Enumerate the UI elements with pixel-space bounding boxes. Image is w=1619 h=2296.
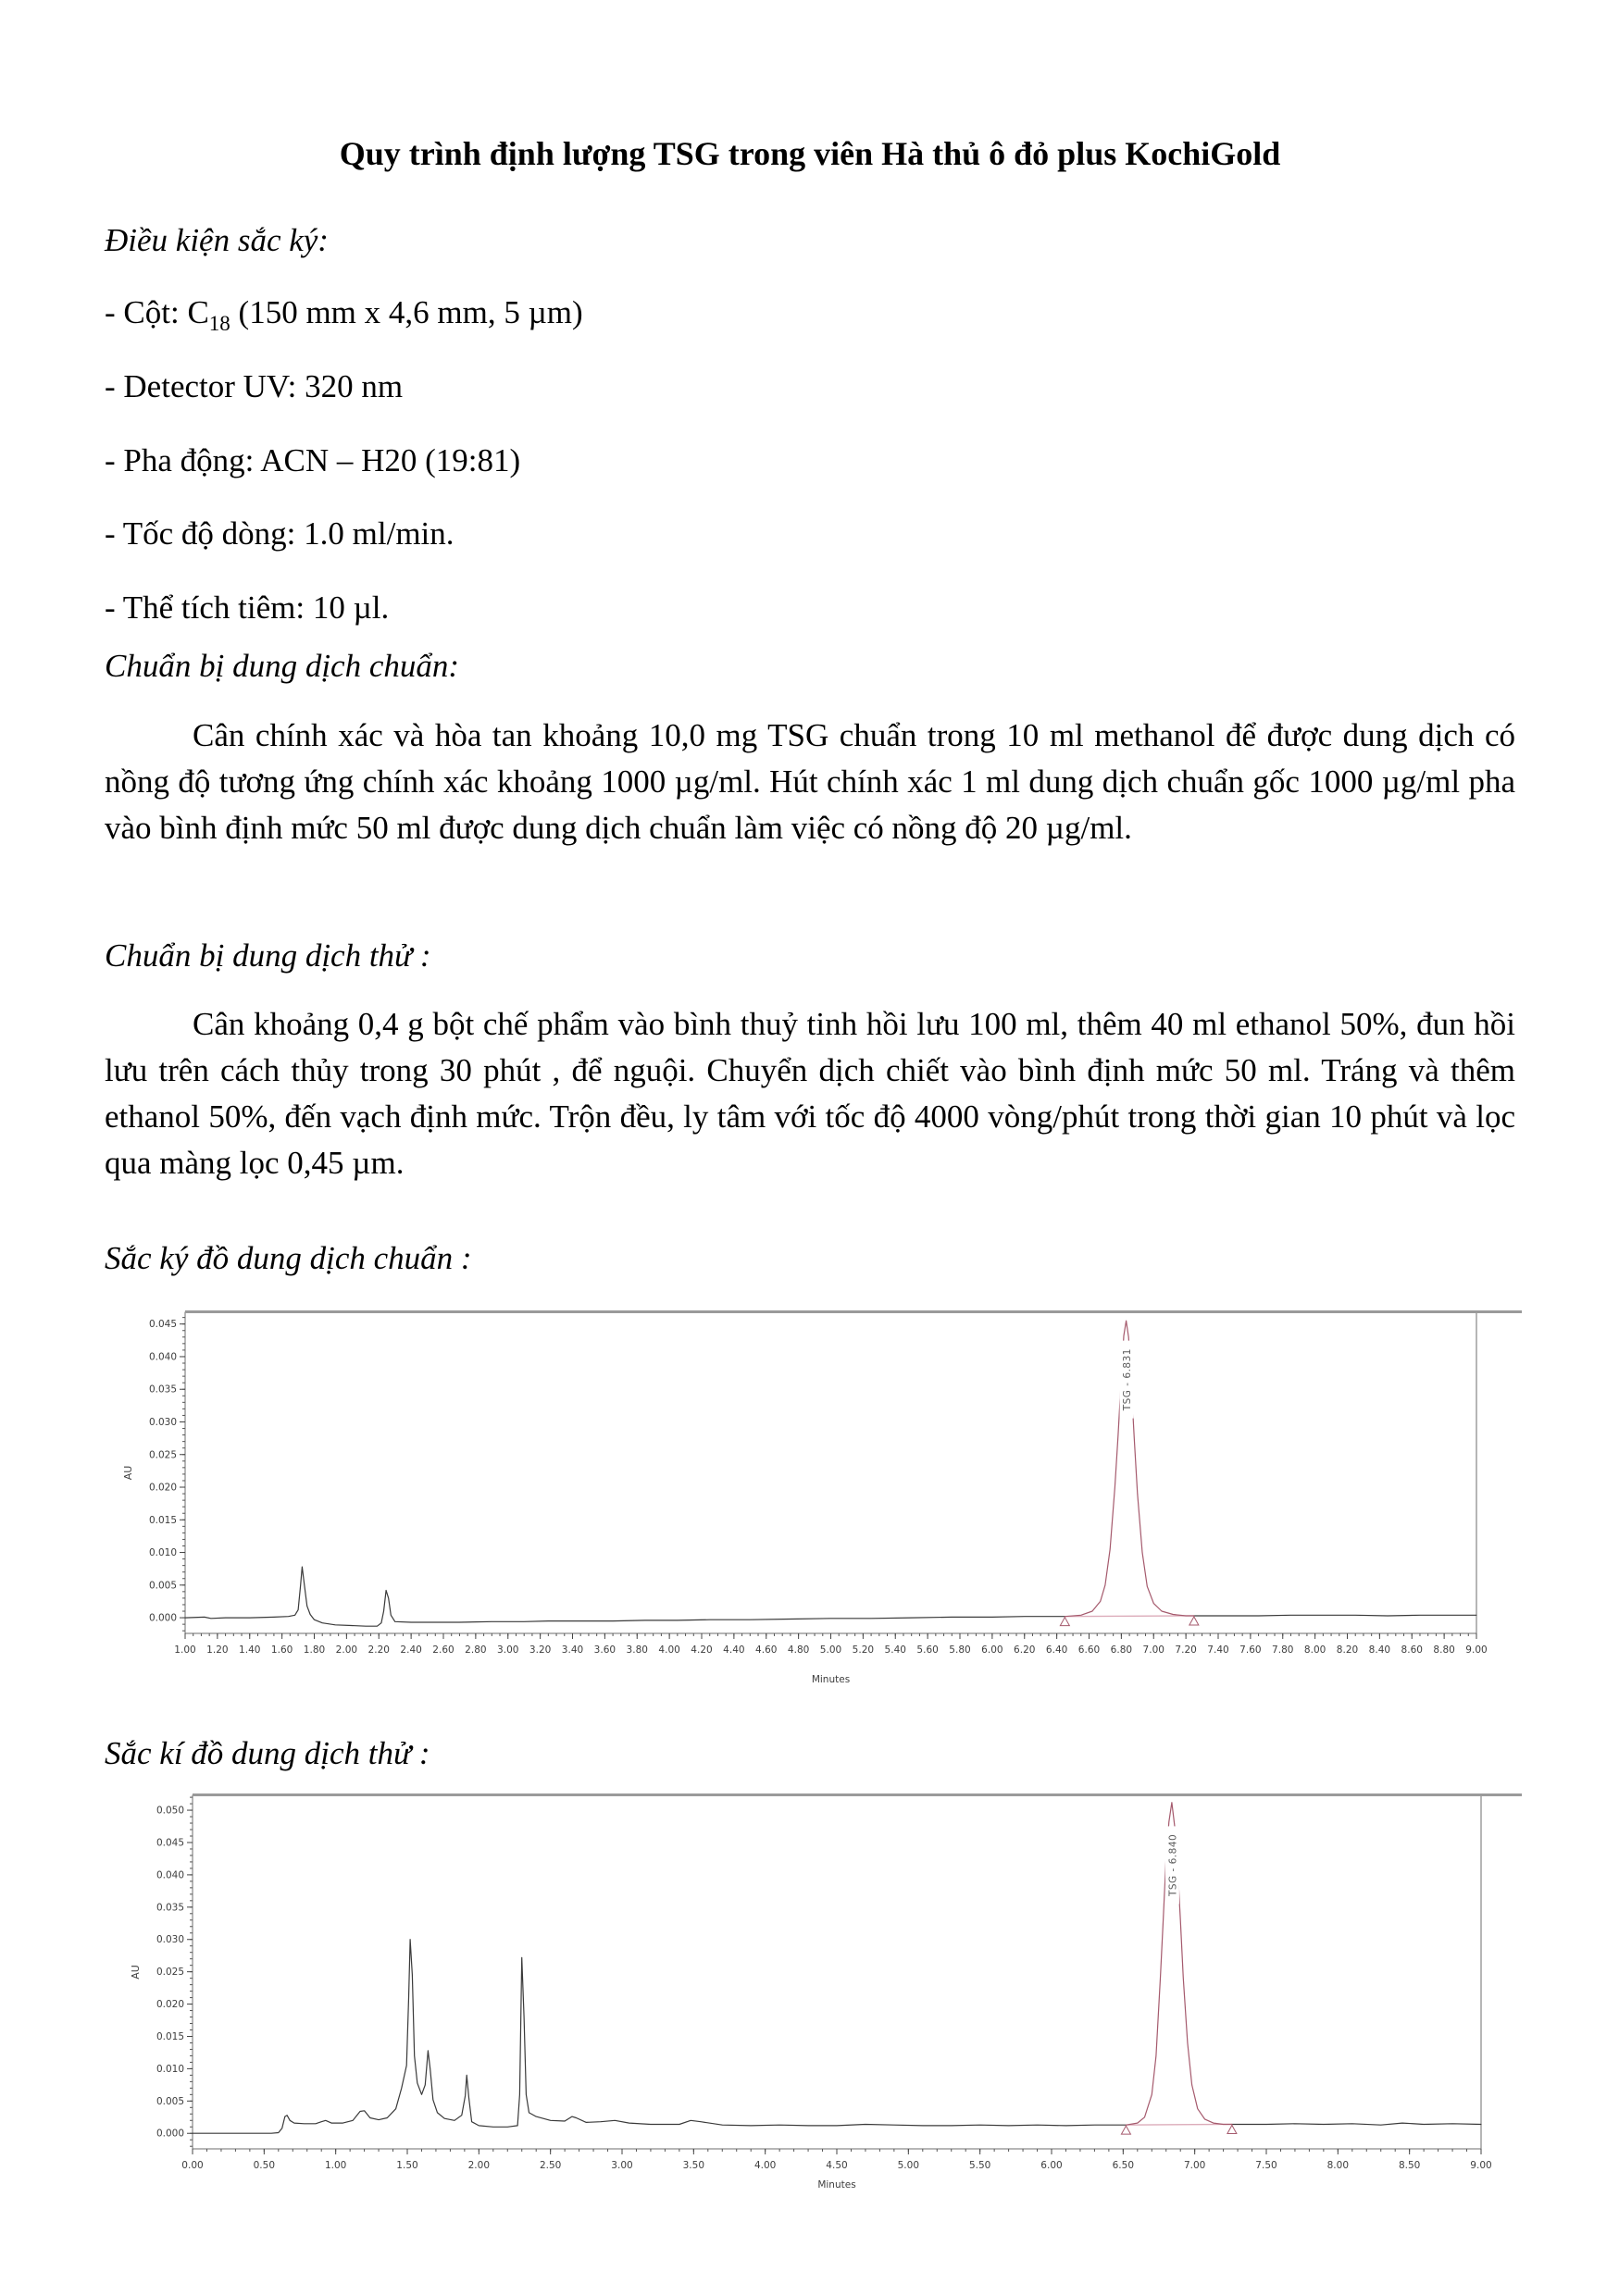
standard-solution-heading: Chuẩn bị dung dịch chuẩn: [105,648,460,684]
test-solution-heading: Chuẩn bị dung dịch thử : [105,937,431,974]
svg-text:3.50: 3.50 [682,2160,705,2171]
document-title: Quy trình định lượng TSG trong viên Hà thủ ô đỏ plus KochiGold [339,135,1281,172]
svg-text:TSG - 6.840: TSG - 6.840 [1167,1833,1179,1897]
svg-text:5.20: 5.20 [852,1644,875,1656]
svg-text:2.50: 2.50 [539,2160,562,2171]
condition-item-injection-volume [105,590,389,627]
svg-text:0.010: 0.010 [148,1547,177,1559]
chromatogram-standard-chart [105,1308,1526,1685]
svg-text:0.045: 0.045 [148,1319,177,1331]
svg-text:4.00: 4.00 [753,2160,777,2171]
svg-text:1.40: 1.40 [239,1644,261,1656]
svg-text:2.00: 2.00 [467,2160,491,2171]
svg-text:1.00: 1.00 [174,1644,196,1656]
svg-text:5.00: 5.00 [897,2160,920,2171]
condition-item-column [105,294,583,336]
condition-text: - Detector UV: 320 nm [105,368,404,404]
svg-text:0.050: 0.050 [156,1805,184,1817]
condition-text: - Cột: C [105,294,209,330]
svg-text:6.60: 6.60 [1077,1644,1101,1656]
svg-text:0.040: 0.040 [156,1869,184,1881]
svg-text:2.40: 2.40 [400,1644,422,1656]
svg-text:0.000: 0.000 [156,2128,184,2140]
svg-text:9.00: 9.00 [1465,1644,1488,1656]
svg-text:7.80: 7.80 [1272,1644,1294,1656]
svg-text:0.020: 0.020 [148,1482,177,1494]
svg-text:AU: AU [130,1965,142,1980]
svg-text:6.20: 6.20 [1014,1644,1036,1656]
svg-text:7.50: 7.50 [1255,2160,1277,2171]
condition-text: - Thể tích tiêm: 10 µl. [105,590,390,626]
svg-text:0.035: 0.035 [148,1384,177,1396]
svg-text:5.00: 5.00 [819,1644,842,1656]
chromatogram-standard-heading: Sắc ký đồ dung dịch chuẩn : [105,1240,472,1276]
svg-text:TSG - 6.831: TSG - 6.831 [1122,1348,1134,1411]
svg-text:4.00: 4.00 [658,1644,680,1656]
svg-text:0.030: 0.030 [148,1416,177,1428]
svg-text:7.00: 7.00 [1183,2160,1206,2171]
svg-text:4.60: 4.60 [755,1644,778,1656]
svg-text:0.030: 0.030 [156,1934,184,1946]
conditions-heading: Điều kiện sắc ký: [105,222,329,258]
svg-text:3.80: 3.80 [626,1644,648,1656]
condition-item-mobile-phase [105,442,520,479]
svg-text:0.040: 0.040 [148,1351,177,1363]
standard-solution-paragraph: Cân chính xác và hòa tan khoảng 10,0 mg TSG chuẩn trong 10 ml methanol để được dung dịch có nồng độ tương ứng chính xác khoảng 1000 µg/ml. Hút chính xác 1 ml dung dịch chuẩn gốc 1000 µg/ml pha vào bình định mức 50 ml được dung dịch chuẩn làm việc có nồng độ 20 µg/ml. [105,717,1515,846]
svg-text:8.50: 8.50 [1398,2160,1421,2171]
svg-text:2.80: 2.80 [465,1644,487,1656]
svg-text:0.045: 0.045 [156,1837,184,1849]
svg-text:8.60: 8.60 [1401,1644,1423,1656]
svg-text:5.50: 5.50 [968,2160,991,2171]
svg-text:7.60: 7.60 [1239,1644,1262,1656]
condition-text: - Tốc độ dòng: 1.0 ml/min. [105,515,455,552]
svg-text:5.60: 5.60 [916,1644,939,1656]
condition-text: - Pha động: ACN – H20 (19:81) [105,442,521,478]
svg-text:8.80: 8.80 [1433,1644,1455,1656]
svg-text:0.000: 0.000 [148,1612,177,1624]
svg-text:2.20: 2.20 [367,1644,390,1656]
svg-text:7.20: 7.20 [1175,1644,1197,1656]
svg-text:0.010: 0.010 [156,2063,184,2075]
svg-text:AU: AU [122,1465,134,1481]
svg-text:1.20: 1.20 [206,1644,229,1656]
svg-text:8.00: 8.00 [1326,2160,1350,2171]
svg-text:2.60: 2.60 [432,1644,455,1656]
svg-text:6.00: 6.00 [1040,2160,1063,2171]
condition-item-detector [105,368,403,405]
svg-text:2.00: 2.00 [335,1644,358,1656]
svg-text:4.20: 4.20 [691,1644,713,1656]
svg-text:8.20: 8.20 [1336,1644,1359,1656]
svg-text:6.00: 6.00 [981,1644,1003,1656]
svg-text:0.015: 0.015 [148,1514,177,1526]
svg-text:5.40: 5.40 [884,1644,906,1656]
svg-text:5.80: 5.80 [949,1644,971,1656]
svg-text:0.020: 0.020 [156,1999,184,2011]
condition-item-flow-rate [105,515,455,552]
svg-text:9.00: 9.00 [1470,2160,1492,2171]
svg-text:3.20: 3.20 [529,1644,552,1656]
svg-text:7.40: 7.40 [1207,1644,1229,1656]
svg-text:0.025: 0.025 [156,1967,184,1979]
condition-text: (150 mm x 4,6 mm, 5 µm) [230,294,583,330]
svg-text:0.035: 0.035 [156,1902,184,1914]
svg-text:0.015: 0.015 [156,2030,184,2042]
svg-text:Minutes: Minutes [817,2179,856,2191]
svg-text:1.80: 1.80 [303,1644,326,1656]
chromatogram-standard-image [105,1308,1526,1685]
test-solution-paragraph: Cân khoảng 0,4 g bột chế phẩm vào bình thuỷ tinh hồi lưu 100 ml, thêm 40 ml ethanol 50%, đun hồi lưu trên cách thủy trong 30 phút , để nguội. Chuyển dịch chiết vào bình định mức 50 ml. Tráng và thêm ethanol 50%, đến vạch định mức. Trộn đều, ly tâm với tốc độ 4000 vòng/phút trong thời gian 10 phút và lọc qua màng lọc 0,45 µm. [105,1006,1515,1181]
svg-text:6.50: 6.50 [1112,2160,1135,2171]
condition-subscript: 18 [208,312,230,335]
svg-text:3.40: 3.40 [561,1644,584,1656]
svg-text:8.00: 8.00 [1303,1644,1326,1656]
svg-text:Minutes: Minutes [811,1674,851,1685]
svg-text:0.005: 0.005 [148,1580,177,1592]
svg-text:8.40: 8.40 [1368,1644,1391,1656]
svg-text:4.80: 4.80 [787,1644,810,1656]
chromatogram-test-heading: Sắc kí đồ dung dịch thử : [105,1735,430,1771]
svg-text:1.00: 1.00 [324,2160,347,2171]
svg-text:0.00: 0.00 [181,2160,204,2171]
svg-text:3.60: 3.60 [593,1644,616,1656]
svg-text:4.40: 4.40 [723,1644,745,1656]
svg-text:1.50: 1.50 [396,2160,418,2171]
chromatogram-test-image [105,1786,1526,2191]
svg-text:7.00: 7.00 [1142,1644,1164,1656]
svg-text:3.00: 3.00 [611,2160,633,2171]
chromatogram-test-chart [105,1786,1526,2191]
svg-text:6.80: 6.80 [1110,1644,1133,1656]
svg-text:4.50: 4.50 [826,2160,848,2171]
svg-text:0.005: 0.005 [156,2095,184,2107]
svg-text:0.50: 0.50 [253,2160,276,2171]
svg-text:6.40: 6.40 [1045,1644,1068,1656]
svg-text:0.025: 0.025 [148,1449,177,1461]
svg-text:1.60: 1.60 [270,1644,293,1656]
svg-text:3.00: 3.00 [497,1644,519,1656]
